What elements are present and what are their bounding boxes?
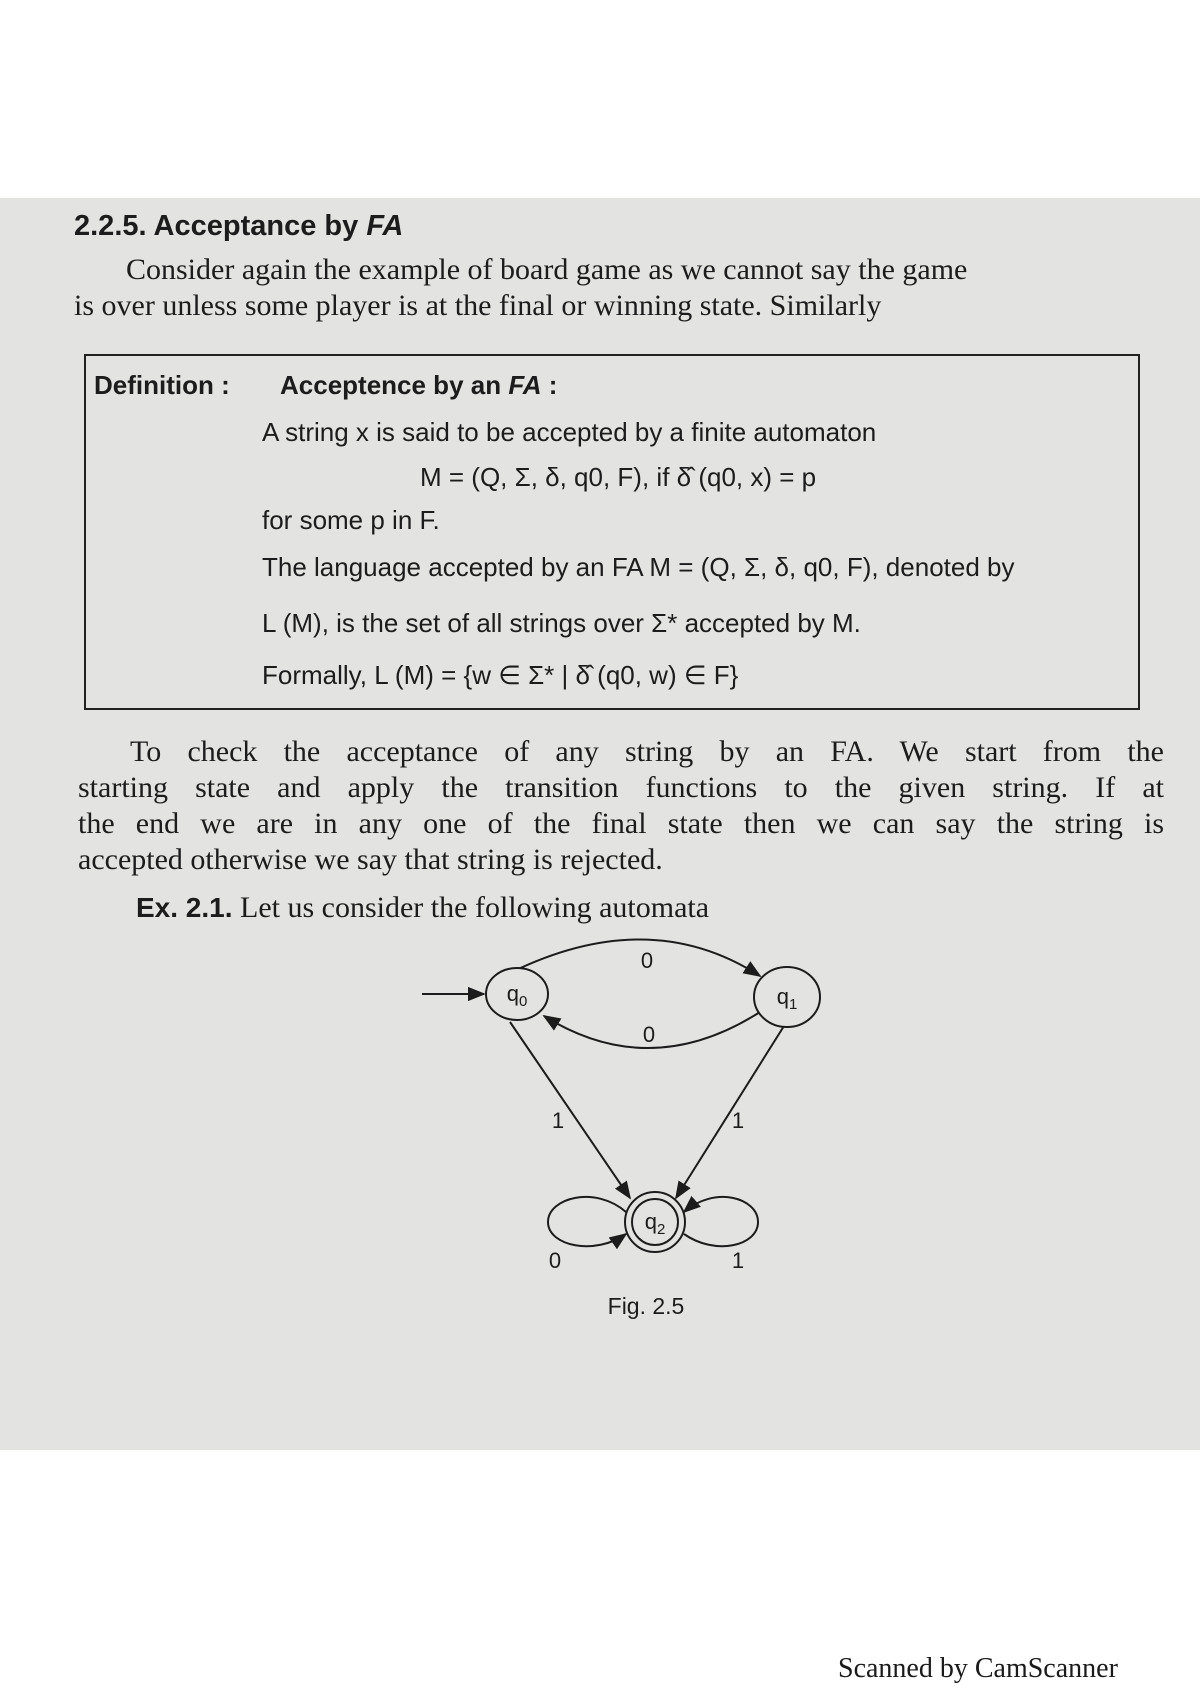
definition-line-4: The language accepted by an FA M = (Q, Σ, δ, q0, F), denoted by bbox=[262, 552, 1015, 582]
state-q1-label: $q_1$ bbox=[776, 984, 798, 1013]
loop-q2-right bbox=[684, 1197, 758, 1246]
paragraph-line-2: starting state and apply the transition functions to the given string. If at bbox=[78, 771, 1164, 804]
figure-caption: Fig. 2.5 bbox=[607, 1293, 685, 1319]
edge-label-q0-q2: 1 bbox=[551, 1108, 565, 1133]
edge-label-q1-q0: 0 bbox=[642, 1022, 656, 1047]
intro-line-2: is over unless some player is at the final or winning state. Similarly bbox=[74, 289, 882, 322]
edge-q1-q2 bbox=[676, 1026, 784, 1198]
intro-line-1: Consider again the example of board game as we cannot say the game bbox=[126, 253, 968, 286]
scanner-footer: Scanned by CamScanner bbox=[838, 1653, 1118, 1684]
edge-label-q1-q2: 1 bbox=[731, 1108, 745, 1133]
section-title-italic: FA bbox=[366, 210, 404, 242]
definition-line-1: A string x is said to be accepted by a finite automaton bbox=[262, 417, 877, 447]
definition-line-5: L (M), is the set of all strings over Σ* accepted by M. bbox=[262, 608, 861, 638]
state-q2-label: $q_2$ bbox=[644, 1209, 666, 1238]
definition-label: Definition : bbox=[94, 370, 230, 400]
example-text: Let us consider the following automata bbox=[240, 891, 710, 924]
definition-line-6: Formally, L (M) = {w ∈ Σ* | δ̂ (q0, w) ∈ F} bbox=[262, 660, 739, 690]
paragraph-line-1: To check the acceptance of any string by an FA. We start from the bbox=[130, 735, 1164, 768]
loop-label-q2-left: 0 bbox=[548, 1248, 562, 1273]
edge-label-q0-q1: 0 bbox=[640, 948, 654, 973]
edge-q0-q1 bbox=[512, 939, 760, 976]
edge-q0-q2 bbox=[510, 1022, 630, 1198]
loop-q2-left bbox=[548, 1197, 626, 1246]
definition-line-2: M = (Q, Σ, δ, q0, F), if δ̂ (q0, x) = p bbox=[420, 462, 817, 492]
state-q0-label: $q_0$ bbox=[506, 981, 528, 1010]
definition-title-italic: FA bbox=[508, 370, 542, 400]
section-number: 2.2.5. bbox=[74, 210, 147, 242]
definition-line-3: for some p in F. bbox=[262, 505, 440, 535]
section-title: Acceptance by bbox=[153, 210, 359, 242]
definition-title-text: Acceptence by an bbox=[280, 370, 502, 400]
definition-title-colon: : bbox=[548, 370, 558, 400]
paragraph-line-3: the end we are in any one of the final state then we can say the string is bbox=[78, 807, 1164, 840]
loop-label-q2-right: 1 bbox=[731, 1248, 745, 1273]
example-label: Ex. 2.1. bbox=[136, 892, 233, 923]
paragraph-line-4: accepted otherwise we say that string is rejected. bbox=[78, 843, 663, 876]
